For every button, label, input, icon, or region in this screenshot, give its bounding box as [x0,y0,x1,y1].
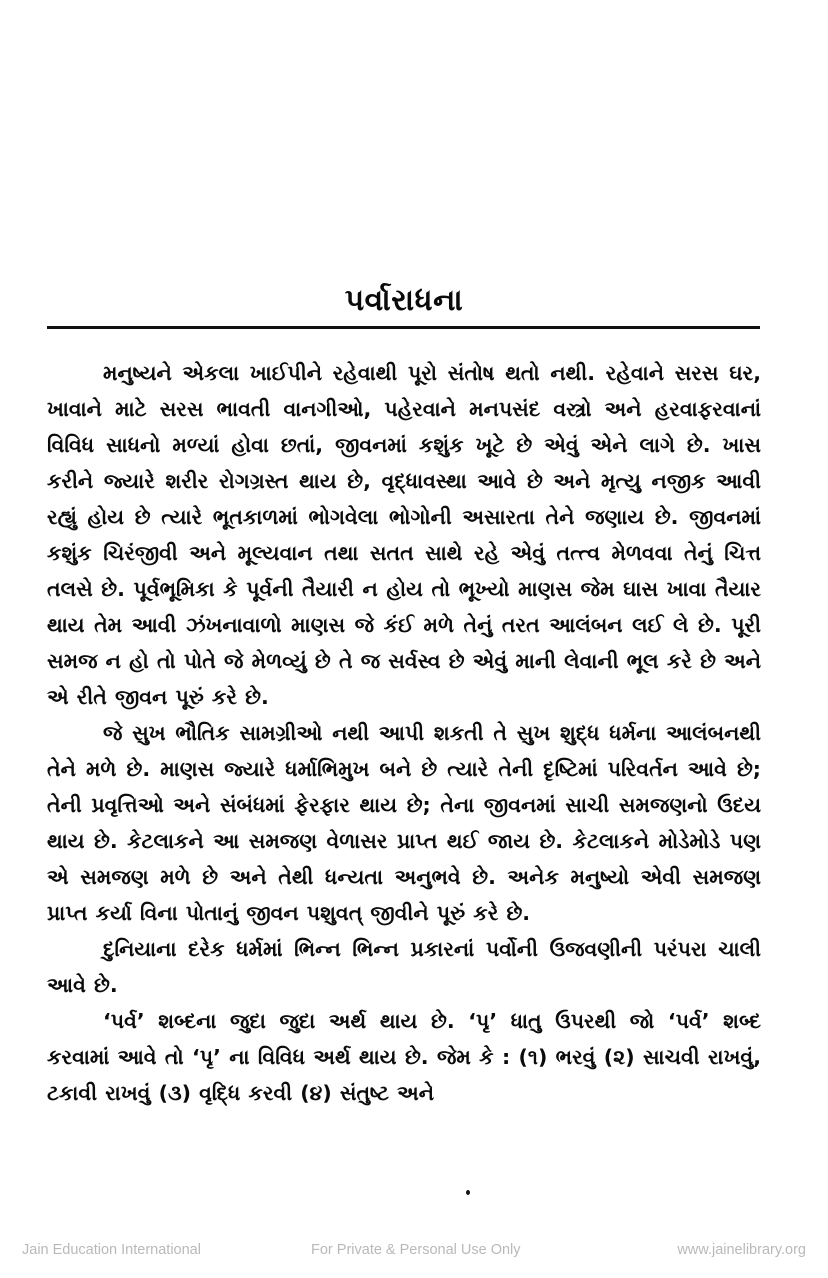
title-divider-rule [47,326,760,329]
paragraph-4: ‘પર્વ’ શબ્દના જુદા જુદા અર્થ થાય છે. ‘પૃ’ ધાતુ ઉપરથી જો ‘પર્વ’ શબ્દ કરવામાં આવે તો ‘પૃ’ ના વિવિધ અર્થ થાય છે. જેમ કે : (૧) ભરવું (૨) સાચવી રાખવું, ટકાવી રાખવું (૩) વૃદ્ધિ કરવી (૪) સંતુષ્ટ અને [47,1009,761,1105]
paragraph-1: મનુષ્યને એકલા ખાઈપીને રહેવાથી પૂરો સંતોષ થતો નથી. રહેવાને સરસ ઘર, ખાવાને માટે સરસ ભાવતી વાનગીઓ, પહેરવાને મનપસંદ વસ્ત્રો અને હરવાફરવાનાં વિવિધ સાધનો મળ્યાં હોવા છતાં, જીવનમાં કશુંક ખૂટે છે એવું એને લાગે છે. ખાસ કરીને જ્યારે શરીર રોગગ્રસ્ત થાય છે, વૃદ્ધાવસ્થા આવે છે અને મૃત્યુ નજીક આવી રહ્યું હોય છે ત્યારે ભૂતકાળમાં ભોગવેલા ભોગોની અસારતા તેને જણાય છે. જીવનમાં કશુંક ચિરંજીવી અને મૂલ્યવાન તથા સતત સાથે રહે એવું તત્ત્વ મેળવવા તેનું ચિત્ત તલસે છે. પૂર્વભૂમિકા કે પૂર્વની તૈયારી ન હોય તો ભૂખ્યો માણસ જેમ ઘાસ ખાવા તૈયાર થાય તેમ આવી ઝંખનાવાળો માણસ જે કંઈ મળે તેનું તરત આલંબન લઈ લે છે. પૂરી સમજ ન હો તો પોતે જે મેળવ્યું છે તે જ સર્વસ્વ છે એવું માની લેવાની ભૂલ કરે છે અને એ રીતે જીવન પૂરું કરે છે. [47,361,761,709]
page-footer [0,1238,828,1262]
footer-website-link[interactable]: www.jainelibrary.org [677,1242,806,1258]
paragraph-2: જે સુખ ભૌતિક સામગ્રીઓ નથી આપી શકતી તે સુખ શુદ્ધ ધર્મના આલંબનથી તેને મળે છે. માણસ જ્યારે ધર્માભિમુખ બને છે ત્યારે તેની દૃષ્ટિમાં પરિવર્તન આવે છે; તેની પ્રવૃત્તિઓ અને સંબંધમાં ફેરફાર થાય છે; તેના જીવનમાં સાચી સમજણનો ઉદય થાય છે. કેટલાકને આ સમજણ વેળાસર પ્રાપ્ત થઈ જાય છે. કેટલાકને મોડેમોડે પણ એ સમજણ મળે છે અને તેથી ધન્યતા અનુભવે છે. અનેક મનુષ્યો એવી સમજણ પ્રાપ્ત કર્યા વિના પોતાનું જીવન પશુવત્ જીવીને પૂરું કરે છે. [47,721,761,925]
ink-speck-artifact [466,1190,470,1195]
body-text-column [47,355,761,1111]
page-title: પર્વારાધના [344,283,464,318]
footer-publisher-label: Jain Education International [22,1242,201,1258]
title-block [47,282,761,329]
paragraph-3: દુનિયાના દરેક ધર્મમાં ભિન્ન ભિન્ન પ્રકારનાં પર્વોની ઉજવણીની પરંપરા ચાલી આવે છે. [47,937,761,997]
footer-usage-notice: For Private & Personal Use Only [311,1242,521,1258]
